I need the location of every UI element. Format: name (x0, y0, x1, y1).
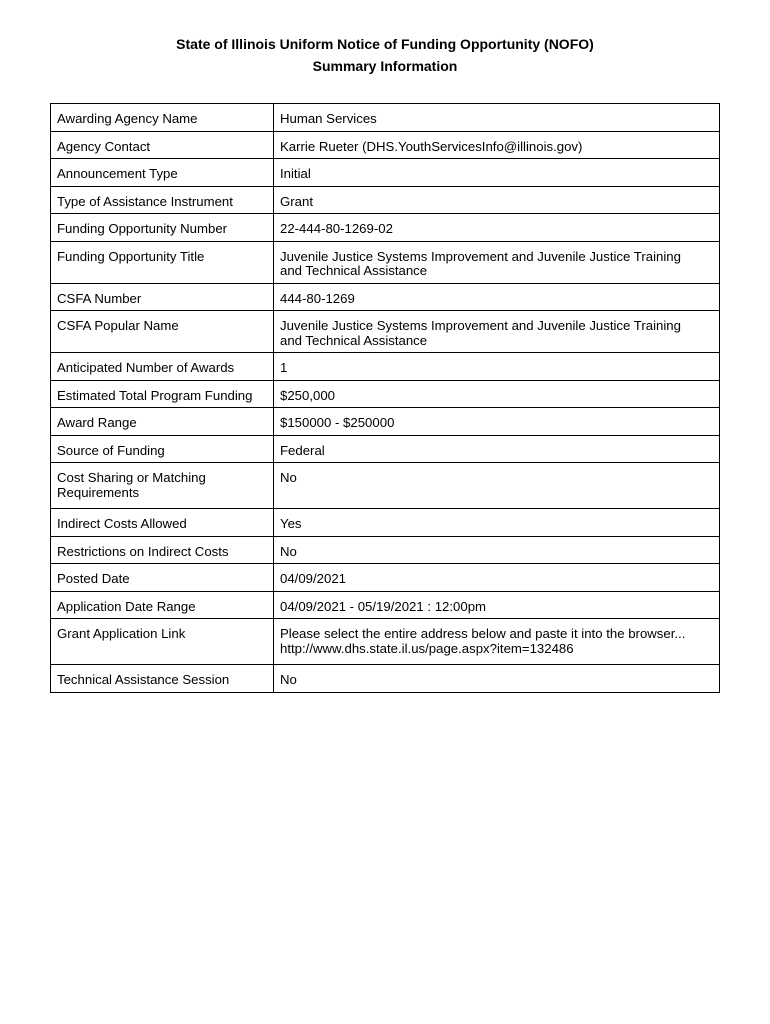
row-value: $150000 - $250000 (274, 408, 720, 436)
row-label: Announcement Type (51, 159, 274, 187)
table-row-application-date-range (51, 591, 720, 619)
table-row-restrictions-on-indirect-costs (51, 536, 720, 564)
table-row-indirect-costs-allowed (51, 509, 720, 537)
document-title: State of Illinois Uniform Notice of Funding Opportunity (NOFO) (176, 36, 594, 52)
row-label: Anticipated Number of Awards (51, 353, 274, 381)
table-row-award-range (51, 408, 720, 436)
table-row-type-of-assistance-instrument (51, 186, 720, 214)
table-row-posted-date (51, 564, 720, 592)
row-value: 04/09/2021 (274, 564, 720, 592)
table-row-announcement-type (51, 159, 720, 187)
table-row-technical-assistance-session (51, 665, 720, 693)
row-label: Funding Opportunity Number (51, 214, 274, 242)
row-value: Juvenile Justice Systems Improvement and Juvenile Justice Training and Technical Assistance (274, 311, 720, 353)
grant-application-link-text: Please select the entire address below and paste it into the browser... http://www.dhs.state.il.us/page.aspx?item=132486 (280, 626, 686, 656)
table-row-awarding-agency-name (51, 104, 720, 132)
table-row-csfa-popular-name (51, 311, 720, 353)
row-label: Award Range (51, 408, 274, 436)
table-row-agency-contact (51, 131, 720, 159)
table-row-funding-opportunity-title (51, 241, 720, 283)
row-label: Estimated Total Program Funding (51, 380, 274, 408)
row-label: Posted Date (51, 564, 274, 592)
row-label: Type of Assistance Instrument (51, 186, 274, 214)
summary-table (50, 103, 720, 693)
row-label: Application Date Range (51, 591, 274, 619)
row-label: CSFA Popular Name (51, 311, 274, 353)
row-label: Technical Assistance Session (51, 665, 274, 693)
row-value: Federal (274, 435, 720, 463)
row-label: Funding Opportunity Title (51, 241, 274, 283)
row-value: Grant (274, 186, 720, 214)
document-header (0, 33, 770, 77)
document-subtitle: Summary Information (312, 58, 458, 74)
table-row-estimated-total-program-funding (51, 380, 720, 408)
row-label: Agency Contact (51, 131, 274, 159)
table-row-cost-sharing-or-matching (51, 463, 720, 509)
row-value: No (274, 536, 720, 564)
table-row-funding-opportunity-number (51, 214, 720, 242)
table-row-source-of-funding (51, 435, 720, 463)
row-value: No (274, 463, 720, 509)
row-value (274, 619, 720, 665)
row-value: Juvenile Justice Systems Improvement and Juvenile Justice Training and Technical Assistance (274, 241, 720, 283)
table-row-grant-application-link (51, 619, 720, 665)
row-label: Restrictions on Indirect Costs (51, 536, 274, 564)
row-value: $250,000 (274, 380, 720, 408)
row-label: Indirect Costs Allowed (51, 509, 274, 537)
row-value: Karrie Rueter (DHS.YouthServicesInfo@illinois.gov) (274, 131, 720, 159)
row-value: 22-444-80-1269-02 (274, 214, 720, 242)
row-value: 444-80-1269 (274, 283, 720, 311)
row-value: Human Services (274, 104, 720, 132)
row-label: CSFA Number (51, 283, 274, 311)
row-value: 04/09/2021 - 05/19/2021 : 12:00pm (274, 591, 720, 619)
row-value: No (274, 665, 720, 693)
row-label: Cost Sharing or Matching Requirements (51, 463, 274, 509)
row-value: Yes (274, 509, 720, 537)
row-label: Awarding Agency Name (51, 104, 274, 132)
row-value: 1 (274, 353, 720, 381)
row-value: Initial (274, 159, 720, 187)
row-label: Source of Funding (51, 435, 274, 463)
row-label: Grant Application Link (51, 619, 274, 665)
table-row-csfa-number (51, 283, 720, 311)
table-row-anticipated-number-of-awards (51, 353, 720, 381)
